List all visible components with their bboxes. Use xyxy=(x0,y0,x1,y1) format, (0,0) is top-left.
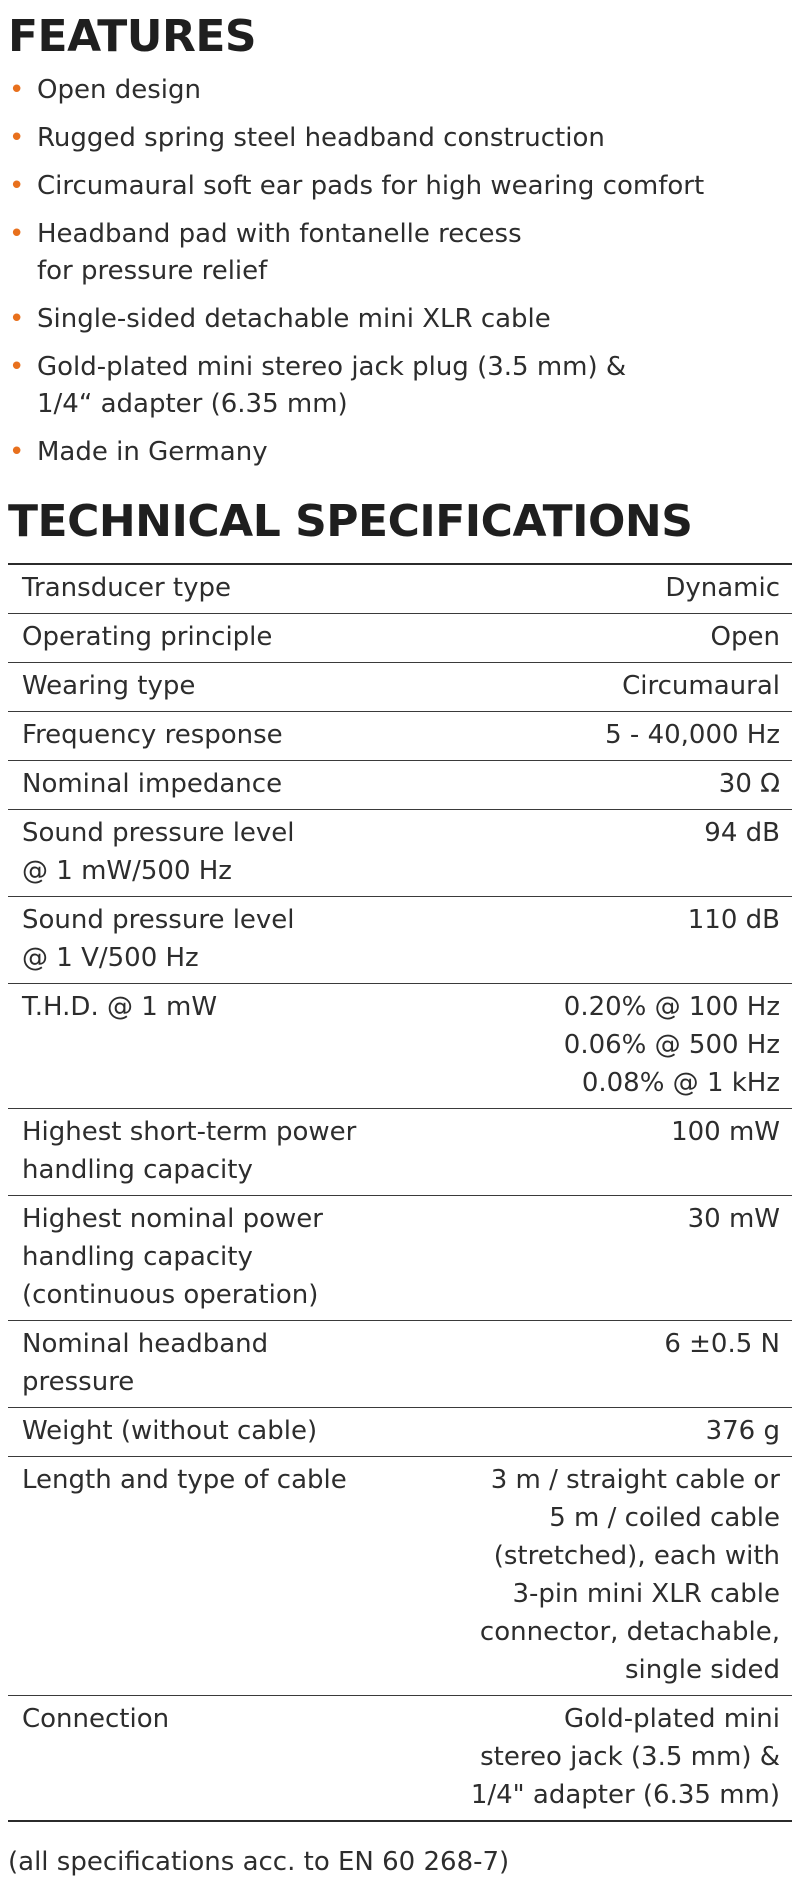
spec-label: Highest short-term power handling capacity xyxy=(8,1109,447,1196)
spec-label: Wearing type xyxy=(8,663,447,712)
feature-text: Rugged spring steel headband construction xyxy=(37,123,605,153)
spec-value: Open xyxy=(447,614,792,663)
spec-row xyxy=(8,1109,792,1196)
feature-text: Open design xyxy=(37,75,201,105)
spec-row xyxy=(8,897,792,984)
spec-value: 30 mW xyxy=(447,1196,792,1321)
spec-row xyxy=(8,810,792,897)
spec-row xyxy=(8,614,792,663)
spec-label: Weight (without cable) xyxy=(8,1408,447,1457)
spec-label: T.H.D. @ 1 mW xyxy=(8,984,447,1109)
bullet-icon: • xyxy=(9,219,25,249)
spec-value: 376 g xyxy=(447,1408,792,1457)
bullet-icon: • xyxy=(9,352,25,382)
spec-value: 110 dB xyxy=(447,897,792,984)
spec-value: 100 mW xyxy=(447,1109,792,1196)
feature-item xyxy=(0,216,800,290)
spec-row xyxy=(8,663,792,712)
spec-value: Circumaural xyxy=(447,663,792,712)
spec-label: Highest nominal power handling capacity (continuous operation) xyxy=(8,1196,447,1321)
spec-label: Nominal impedance xyxy=(8,761,447,810)
feature-text: Made in Germany xyxy=(37,437,268,467)
bullet-icon: • xyxy=(9,123,25,153)
spec-row xyxy=(8,1696,792,1822)
spec-value: 5 - 40,000 Hz xyxy=(447,712,792,761)
spec-row xyxy=(8,1196,792,1321)
feature-item xyxy=(0,349,800,423)
feature-item xyxy=(0,434,800,471)
spec-row xyxy=(8,712,792,761)
spec-row xyxy=(8,761,792,810)
spec-row xyxy=(8,984,792,1109)
spec-label: Nominal headband pressure xyxy=(8,1321,447,1408)
spec-value: 3 m / straight cable or 5 m / coiled cable (stretched), each with 3-pin mini XLR cable connector, detachable, single sided xyxy=(447,1457,792,1696)
spec-label: Connection xyxy=(22,1704,170,1734)
spec-label: Frequency response xyxy=(8,712,447,761)
feature-item xyxy=(0,120,800,157)
spec-label: Sound pressure level @ 1 mW/500 Hz xyxy=(8,810,447,897)
feature-text: Headband pad with fontanelle recess for pressure relief xyxy=(37,219,522,286)
features-list xyxy=(0,72,800,482)
features-heading: FEATURES xyxy=(8,11,257,62)
technical-specifications-heading: TECHNICAL SPECIFICATIONS xyxy=(8,496,693,547)
specifications-footnote: (all specifications acc. to EN 60 268-7) xyxy=(8,1847,510,1877)
bullet-icon: • xyxy=(9,437,25,467)
spec-value: 30 Ω xyxy=(447,761,792,810)
spec-value: 6 ±0.5 N xyxy=(447,1321,792,1408)
spec-row xyxy=(8,1321,792,1408)
spec-row xyxy=(8,564,792,614)
feature-text: Single-sided detachable mini XLR cable xyxy=(37,304,551,334)
bullet-icon: • xyxy=(9,304,25,334)
spec-value: Dynamic xyxy=(447,564,792,614)
spec-value: 94 dB xyxy=(447,810,792,897)
spec-row xyxy=(8,1408,792,1457)
feature-item xyxy=(0,72,800,109)
spec-label: Sound pressure level @ 1 V/500 Hz xyxy=(8,897,447,984)
feature-text: Circumaural soft ear pads for high wearing comfort xyxy=(37,171,705,201)
spec-table xyxy=(8,563,792,1822)
feature-text: Gold-plated mini stereo jack plug (3.5 mm) & 1/4“ adapter (6.35 mm) xyxy=(37,352,627,419)
spec-label: Operating principle xyxy=(8,614,447,663)
spec-label: Length and type of cable xyxy=(8,1457,447,1696)
bullet-icon: • xyxy=(9,75,25,105)
bullet-icon: • xyxy=(9,171,25,201)
feature-item xyxy=(0,168,800,205)
feature-item xyxy=(0,301,800,338)
spec-value: Gold-plated mini stereo jack (3.5 mm) & 1/4" adapter (6.35 mm) xyxy=(470,1704,780,1810)
spec-value: 0.20% @ 100 Hz 0.06% @ 500 Hz 0.08% @ 1 kHz xyxy=(447,984,792,1109)
spec-label: Transducer type xyxy=(8,564,447,614)
spec-row xyxy=(8,1457,792,1696)
